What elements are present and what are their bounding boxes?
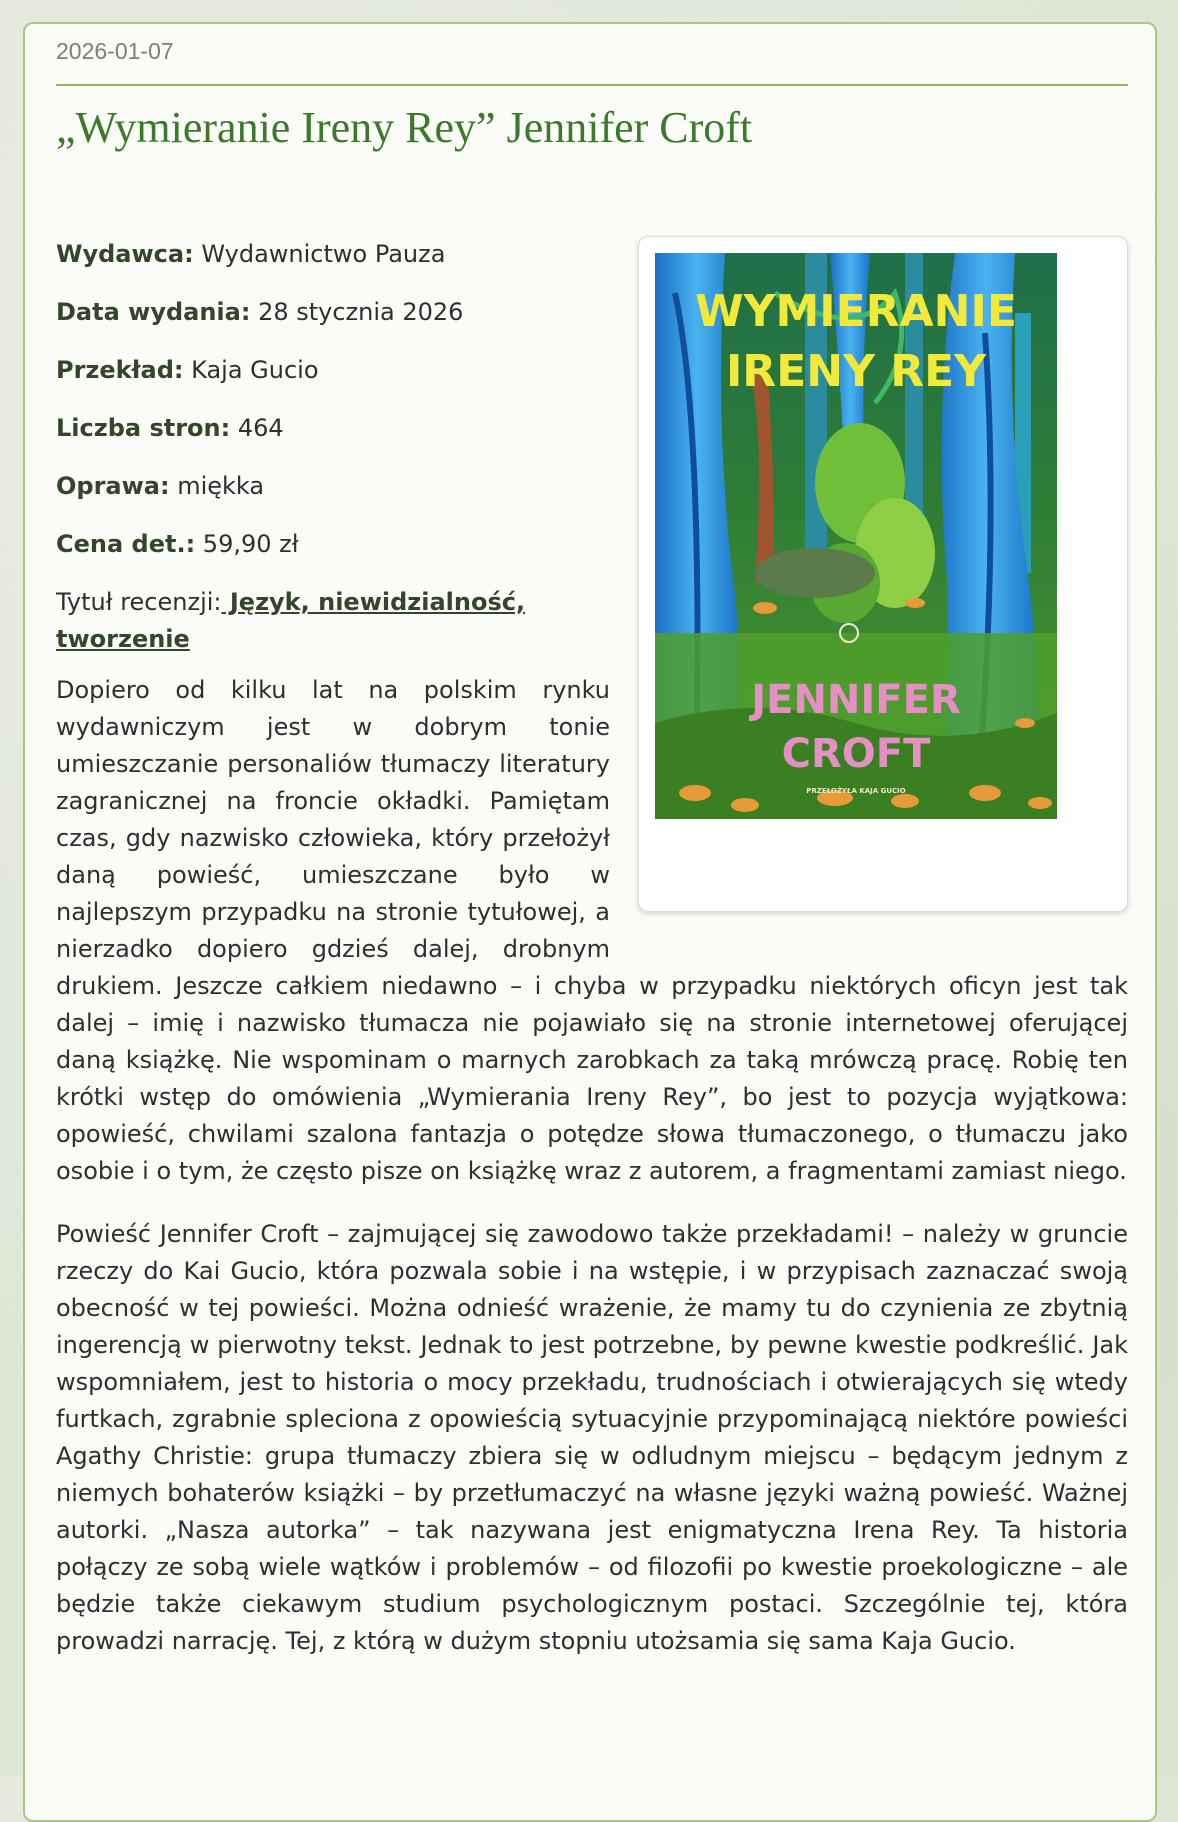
cover-translator: PRZEŁOŻYŁA KAJA GUCIO [806, 787, 906, 795]
detail-label: Liczba stron: [56, 414, 231, 442]
cover-author-line2: CROFT [781, 731, 931, 777]
detail-label: Cena det.: [56, 530, 196, 558]
post-card [23, 22, 1157, 1822]
detail-value: miękka [169, 472, 265, 500]
detail-label: Data wydania: [56, 298, 251, 326]
book-cover-image[interactable] [655, 253, 1057, 819]
detail-label: Oprawa: [56, 472, 170, 500]
detail-value: Wydawnictwo Pauza [193, 240, 446, 268]
detail-value: 464 [230, 414, 284, 442]
detail-label: Przekład: [56, 356, 184, 384]
cover-title-line2: IRENY REY [725, 346, 987, 397]
review-paragraph-1: Dopiero od kilku lat na polskim rynku wydawniczym jest w dobrym tonie umieszczanie personaliów tłumaczy literatury zagranicznej na froncie okładki. Pamiętam czas, gdy nazwisko człowieka, który przełożył daną powieść, umieszczane było w najlepszym przypadku na stronie tytułowej, a nierzadko dopiero gdzieś dalej, drobnym drukiem. Jeszcze całkiem niedawno – i chyba w przypadku niektórych oficyn jest tak dalej – imię i nazwisko tłumacza nie pojawiało się na stronie internetowej oferującej daną książkę. Nie wspominam o marnych zarobkach za taką mrówczą pracę. Robię ten krótki wstęp do omówienia „Wymierania Ireny Rey”, bo jest to pozycja wyjątkowa: opowieść, chwilami szalona fantazja o potędze słowa tłumaczonego, o tłumaczu jako osobie i o tym, że często pisze on książkę wraz z autorem, a fragmentami zamiast niego. [56, 676, 1128, 1185]
post-body [56, 236, 1128, 1686]
detail-value: 59,90 zł [195, 530, 299, 558]
review-paragraph-2: Powieść Jennifer Croft – zajmującej się zawodowo także przekładami! – należy w gruncie rzeczy do Kai Gucio, która pozwala sobie i na wstępie, i w przypisach zaznaczać swoją obecność w tej powieści. Można odnieść wrażenie, że mamy tu do czynienia ze zbytnią ingerencją w pierwotny tekst. Jednak to jest potrzebne, by pewne kwestie podkreślić. Jak wspomniałem, jest to historia o mocy przekładu, trudnościach i otwierających się wtedy furtkach, zgrabnie spleciona z opowieścią sytuacyjnie przypominającą niektóre powieści Agathy Christie: grupa tłumaczy zbiera się w odludnym miejscu – będącym jednym z niemych bohaterów książki – by przetłumaczyć na własne języki ważną powieść. Ważnej autorki. „Nasza autorka” – tak nazywana jest enigmatyczna Irena Rey. Ta historia połączy ze sobą wiele wątków i problemów – od filozofii po kwestie proekologiczne – ale będzie także ciekawym studium psychologicznym postaci. Szczególnie tej, która prowadzi narrację. Tej, z którą w dużym stopniu utożsamia się sama Kaja Gucio. [56, 1220, 1128, 1655]
detail-value: Kaja Gucio [183, 356, 319, 384]
review-title-label: Tytuł recenzji: [56, 588, 222, 616]
detail-value: 28 stycznia 2026 [250, 298, 464, 326]
cover-author-line1: JENNIFER [751, 677, 961, 723]
book-cover-frame[interactable] [638, 236, 1128, 912]
detail-label: Wydawca: [56, 240, 194, 268]
title-divider [56, 84, 1128, 86]
cover-title-line1: WYMIERANIE [695, 286, 1017, 337]
post-title[interactable]: „Wymieranie Ireny Rey” Jennifer Croft [56, 103, 753, 152]
review-title-link[interactable]: Język, niewidzialność, tworzenie [56, 588, 526, 653]
post-date: 2026-01-07 [56, 38, 174, 64]
